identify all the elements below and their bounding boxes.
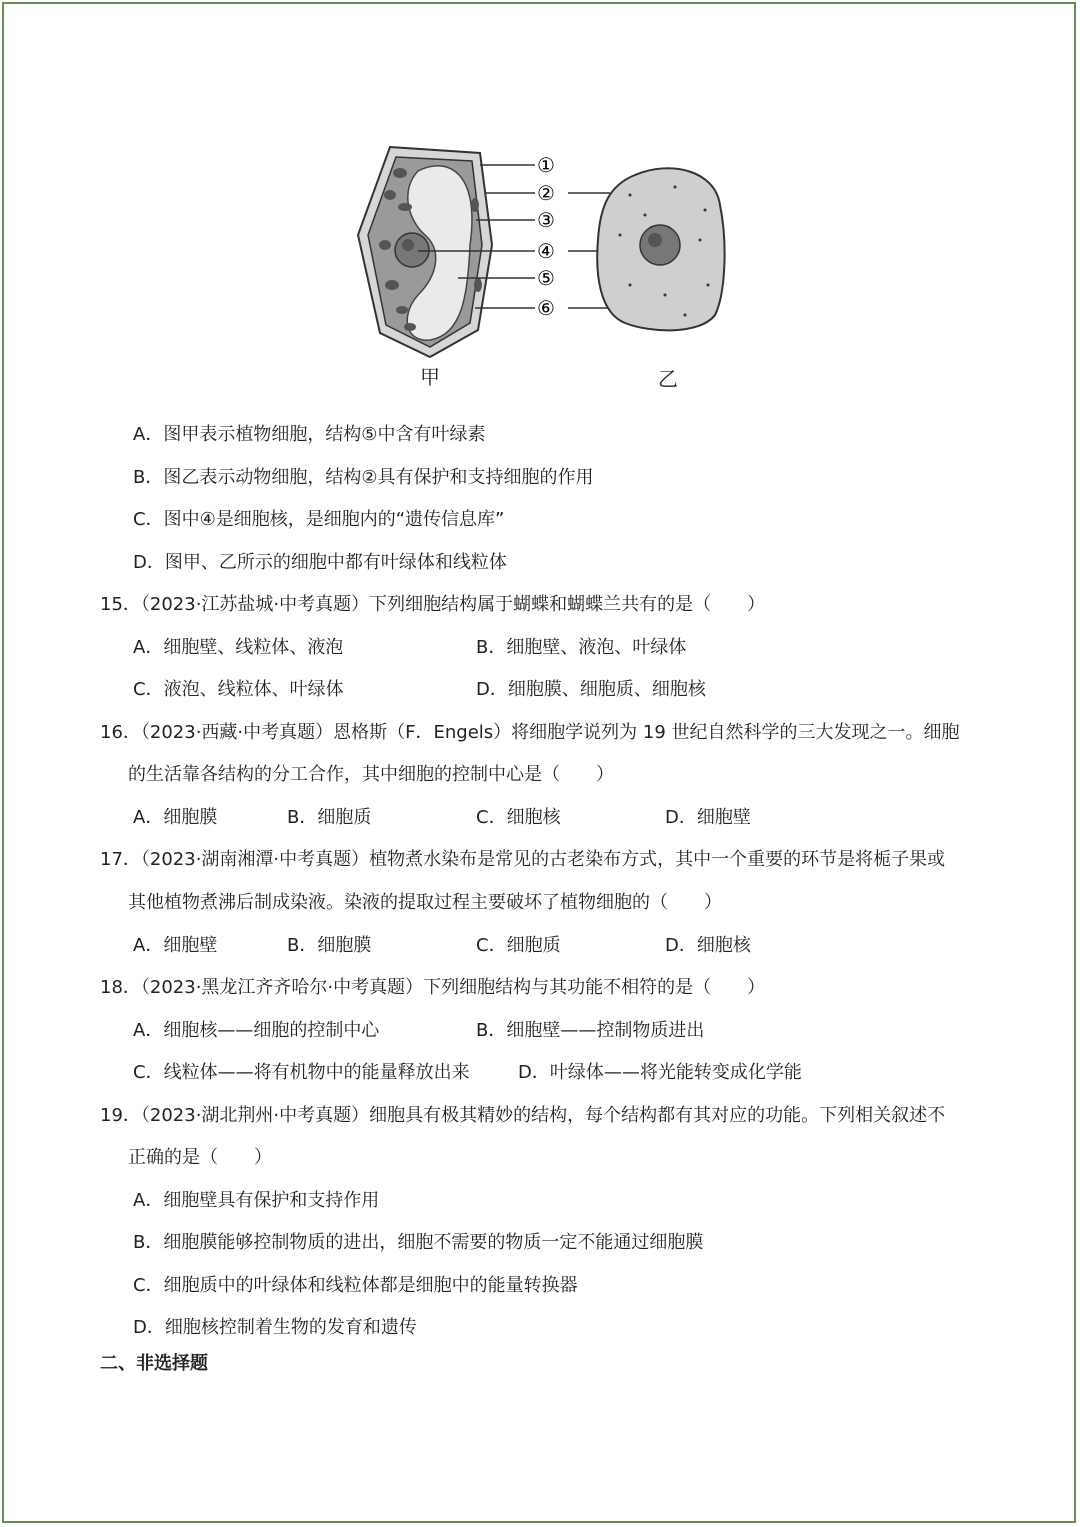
q19-option-d: D．细胞核控制着生物的发育和遗传 (133, 1317, 417, 1338)
figure-caption-right: 乙 (658, 367, 678, 391)
q16-option-d: D．细胞壁 (665, 807, 751, 828)
figure-caption-left: 甲 (420, 365, 440, 389)
chloroplast (471, 198, 479, 212)
chloroplast (379, 240, 391, 250)
q19-option-a: A．细胞壁具有保护和支持作用 (133, 1190, 380, 1211)
cytoplasm-dot (644, 214, 647, 217)
label-1: ① (537, 153, 555, 177)
q14-option-c: C．图中④是细胞核，是细胞内的“遗传信息库” (133, 509, 505, 530)
cytoplasm-dot (704, 209, 707, 212)
q17-option-c: C．细胞质 (476, 935, 561, 956)
plant-nucleolus (402, 239, 414, 251)
q16-stem-line2: 的生活靠各结构的分工合作，其中细胞的控制中心是（ ） (128, 764, 614, 785)
label-5: ⑤ (537, 266, 555, 290)
label-4: ④ (537, 239, 555, 263)
q15-stem: 15．（2023·江苏盐城·中考真题）下列细胞结构属于蝴蝶和蝴蝶兰共有的是（ ） (100, 594, 766, 615)
q17-option-d: D．细胞核 (665, 935, 751, 956)
cytoplasm-dot (629, 194, 632, 197)
q18-option-c: C．线粒体——将有机物中的能量释放出来 (133, 1062, 470, 1083)
q16-option-a: A．细胞膜 (133, 807, 218, 828)
chloroplast (396, 306, 408, 314)
cytoplasm-dot (629, 284, 632, 287)
q16-stem-line1: 16．（2023·西藏·中考真题）恩格斯（F．Engels）将细胞学说列为 19 世纪自然科学的三大发现之一。细胞 (100, 722, 960, 743)
chloroplast (404, 323, 416, 331)
q18-option-a: A．细胞核——细胞的控制中心 (133, 1020, 380, 1041)
cell-diagram-figure (330, 135, 750, 395)
q19-option-c: C．细胞质中的叶绿体和线粒体都是细胞中的能量转换器 (133, 1275, 578, 1296)
section-heading-nonchoice: 二、非选择题 (100, 1353, 208, 1374)
q17-stem-line1: 17．（2023·湖南湘潭·中考真题）植物煮水染布是常见的古老染布方式，其中一个重要的环节是将栀子果或 (100, 849, 946, 870)
chloroplast (398, 203, 412, 211)
animal-nucleolus (648, 233, 662, 247)
q18-option-b: B．细胞壁——控制物质进出 (476, 1020, 705, 1041)
q15-option-c: C．液泡、线粒体、叶绿体 (133, 679, 344, 700)
label-6: ⑥ (537, 296, 555, 320)
q15-option-d: D．细胞膜、细胞质、细胞核 (476, 679, 706, 700)
cell-diagram (330, 135, 750, 395)
q16-option-c: C．细胞核 (476, 807, 561, 828)
q15-option-b: B．细胞壁、液泡、叶绿体 (476, 637, 687, 658)
q14-option-b: B．图乙表示动物细胞，结构②具有保护和支持细胞的作用 (133, 467, 594, 488)
q18-stem: 18．（2023·黑龙江齐齐哈尔·中考真题）下列细胞结构与其功能不相符的是（ ） (100, 977, 766, 998)
q17-option-b: B．细胞膜 (287, 935, 372, 956)
cytoplasm-dot (684, 314, 687, 317)
q14-option-d: D．图甲、乙所示的细胞中都有叶绿体和线粒体 (133, 552, 507, 573)
q17-stem-line2: 其他植物煮沸后制成染液。染液的提取过程主要破坏了植物细胞的（ ） (128, 892, 722, 913)
chloroplast (474, 278, 482, 292)
cytoplasm-dot (707, 284, 710, 287)
chloroplast (384, 190, 396, 200)
plant-nucleus (395, 233, 429, 267)
animal-nucleus (640, 225, 680, 265)
q15-option-a: A．细胞壁、线粒体、液泡 (133, 637, 344, 658)
cytoplasm-dot (664, 294, 667, 297)
chloroplast (385, 280, 399, 290)
q19-stem-line1: 19．（2023·湖北荆州·中考真题）细胞具有极其精妙的结构，每个结构都有其对应的功能。下列相关叙述不 (100, 1105, 946, 1126)
cytoplasm-dot (674, 186, 677, 189)
q14-option-a: A．图甲表示植物细胞，结构⑤中含有叶绿素 (133, 424, 486, 445)
q16-option-b: B．细胞质 (287, 807, 372, 828)
label-2: ② (537, 181, 555, 205)
label-3: ③ (537, 208, 555, 232)
cytoplasm-dot (619, 234, 622, 237)
chloroplast (393, 168, 407, 178)
q18-option-d: D．叶绿体——将光能转变成化学能 (518, 1062, 802, 1083)
q19-stem-line2: 正确的是（ ） (128, 1147, 272, 1168)
q19-option-b: B．细胞膜能够控制物质的进出，细胞不需要的物质一定不能通过细胞膜 (133, 1232, 704, 1253)
q17-option-a: A．细胞壁 (133, 935, 218, 956)
cytoplasm-dot (699, 239, 702, 242)
